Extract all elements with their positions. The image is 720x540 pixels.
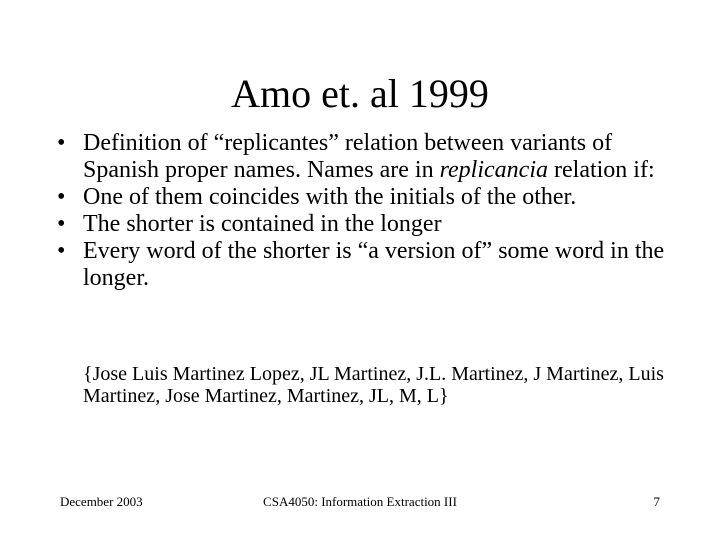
- bullet-icon: •: [57, 238, 66, 264]
- footer-date: December 2003: [60, 494, 143, 509]
- emphasized-term: replicancia: [439, 157, 548, 183]
- bullet-text-part: Definition of “replicantes” relation between variants of Spanish proper names. Names are in: [83, 130, 613, 183]
- bullet-text: The shorter is contained in the longer: [83, 211, 442, 237]
- footer-course: CSA4050: Information Extraction III: [263, 494, 457, 509]
- bullet-item-version: [52, 238, 692, 292]
- bullet-text: Every word of the shorter is “a version of” some word in the longer.: [83, 238, 665, 291]
- bullet-icon: •: [57, 211, 66, 237]
- bullet-item-definition: [52, 130, 692, 184]
- slide-title: Amo et. al 1999: [231, 71, 489, 116]
- bullet-item-initials: [52, 184, 692, 211]
- bullet-text-part: relation if:: [548, 157, 655, 183]
- bullet-icon: •: [57, 184, 66, 210]
- bullet-text: One of them coincides with the initials of the other.: [83, 184, 577, 210]
- bullet-list: [52, 130, 692, 292]
- bullet-item-contained: [52, 211, 692, 238]
- bullet-icon: •: [57, 130, 66, 156]
- footer-page-number: 7: [653, 494, 660, 509]
- example-name-set: {Jose Luis Martinez Lopez, JL Martinez, J.L. Martinez, J Martinez, Luis Martinez, Jose Martinez, Martinez, JL, M, L}: [83, 363, 664, 407]
